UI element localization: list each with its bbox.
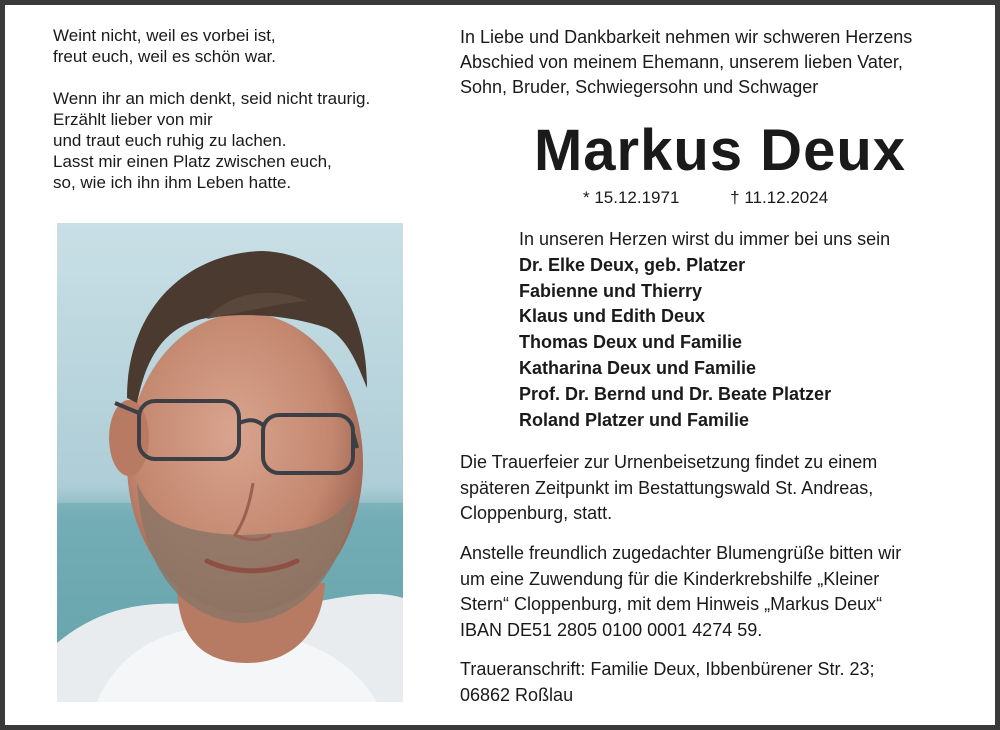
obituary-notice — [5, 5, 995, 725]
funeral-line: Cloppenburg, statt. — [460, 503, 613, 523]
poem-line: freut euch, weil es schön war. — [53, 47, 277, 66]
mourners-list — [519, 227, 890, 433]
poem — [53, 25, 370, 193]
mourning-address — [460, 657, 875, 708]
poem-line: Erzählt lieber von mir — [53, 110, 213, 129]
donation-info — [460, 541, 901, 643]
funeral-line: späteren Zeitpunkt im Bestattungswald St. Andreas, — [460, 477, 874, 498]
mourner-name: Katharina Deux und Familie — [519, 357, 757, 378]
address-line: 06862 Roßlau — [460, 684, 574, 705]
mourner-name: Fabienne und Thierry — [519, 280, 703, 301]
intro-line: In Liebe und Dankbarkeit nehmen wir schweren Herzens — [460, 27, 913, 47]
funeral-info — [460, 450, 877, 527]
donation-line: um eine Zuwendung für die Kinderkrebshilfe „Kleiner — [460, 568, 880, 589]
poem-line: und traut euch ruhig zu lachen. — [53, 131, 287, 150]
poem-stanza-2 — [53, 88, 370, 193]
poem-line: Lasst mir einen Platz zwischen euch, — [53, 152, 332, 171]
mourners-heading: In unseren Herzen wirst du immer bei uns sein — [519, 229, 891, 249]
portrait-photo — [57, 223, 403, 702]
funeral-line: Die Trauerfeier zur Urnenbeisetzung findet zu einem — [460, 452, 878, 472]
donation-line: Anstelle freundlich zugedachter Blumengrüße bitten wir — [460, 543, 902, 563]
death-date: † 11.12.2024 — [730, 188, 829, 207]
donation-iban: IBAN DE51 2805 0100 0001 4274 59. — [460, 619, 763, 640]
portrait-illustration — [57, 223, 403, 702]
poem-stanza-1 — [53, 25, 370, 67]
poem-line: Wenn ihr an mich denkt, seid nicht traurig. — [53, 89, 371, 108]
intro-line: Sohn, Bruder, Schwiegersohn und Schwager — [460, 77, 819, 97]
deceased-name: Markus Deux — [533, 118, 907, 183]
poem-line: Weint nicht, weil es vorbei ist, — [53, 26, 276, 45]
mourner-name: Dr. Elke Deux, geb. Platzer — [519, 254, 746, 275]
mourner-name: Roland Platzer und Familie — [519, 409, 750, 430]
life-dates — [583, 187, 828, 209]
intro-text — [460, 25, 912, 100]
mourner-name: Klaus und Edith Deux — [519, 306, 706, 327]
birth-date: * 15.12.1971 — [583, 188, 680, 207]
intro-line: Abschied von meinem Ehemann, unserem lieben Vater, — [460, 52, 903, 72]
mourner-name: Thomas Deux und Familie — [519, 332, 743, 353]
address-line: Traueranschrift: Familie Deux, Ibbenbürener Str. 23; — [460, 659, 875, 679]
donation-line: Stern“ Cloppenburg, mit dem Hinweis „Markus Deux“ — [460, 594, 883, 614]
poem-line: so, wie ich ihn ihm Leben hatte. — [53, 173, 292, 192]
mourner-name: Prof. Dr. Bernd und Dr. Beate Platzer — [519, 383, 832, 404]
